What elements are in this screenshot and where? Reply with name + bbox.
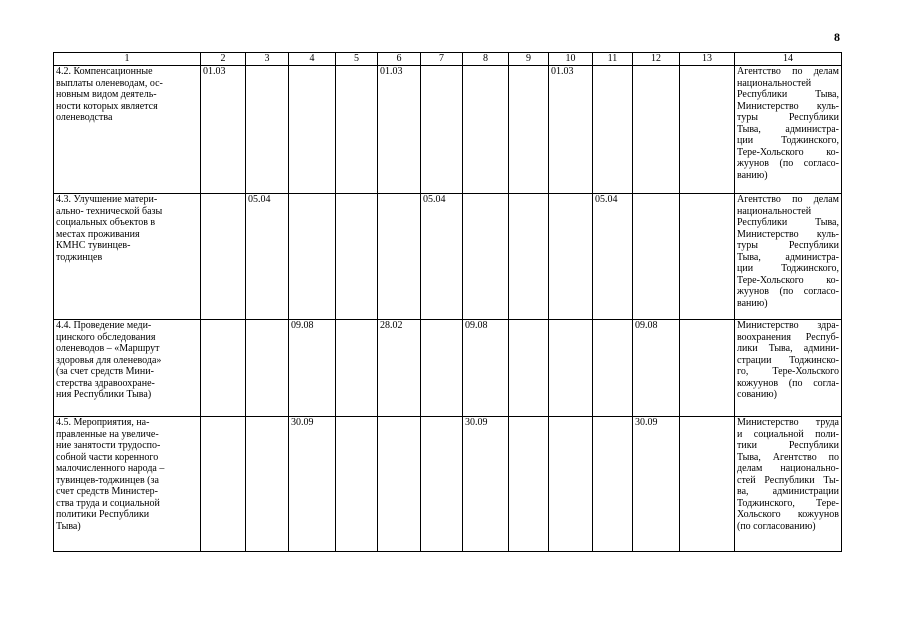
event-cell xyxy=(54,320,201,417)
column-header-4: 4 xyxy=(289,53,336,66)
responsible-cell xyxy=(735,194,842,320)
responsible-line: туры Республики xyxy=(737,240,839,251)
date-cell-col-6 xyxy=(378,194,421,320)
date-cell-col-7 xyxy=(421,320,463,417)
date-cell-col-8 xyxy=(463,66,509,194)
event-line: стерства здравоохране- xyxy=(56,377,155,389)
date-cell-col-4: 30.09 xyxy=(289,417,336,552)
date-cell-col-5 xyxy=(336,194,378,320)
date-cell-col-2: 01.03 xyxy=(201,66,246,194)
page-number: 8 xyxy=(834,30,840,44)
event-line: социальных объектов в xyxy=(56,217,156,228)
responsible-line: страции Тоджинско- xyxy=(737,354,839,366)
event-line: 4.4. Проведение меди- xyxy=(56,320,152,331)
event-line: ние занятости трудоспо- xyxy=(56,440,161,451)
responsible-cell xyxy=(735,417,842,552)
date-cell-col-9 xyxy=(509,194,549,320)
responsible-line: Тере-Хольского ко- xyxy=(737,274,839,286)
event-line: ния Республики Тыва) xyxy=(56,389,152,400)
event-line: здоровья для оленевода» xyxy=(56,354,162,366)
event-line: тувинцев-тоджинцев (за xyxy=(56,474,159,486)
date-cell-col-6: 01.03 xyxy=(378,66,421,194)
column-header-8: 8 xyxy=(463,53,509,66)
date-cell-col-6 xyxy=(378,417,421,552)
date-cell-col-5 xyxy=(336,417,378,552)
column-header-1: 1 xyxy=(54,53,201,66)
event-line: правленные на увеличе- xyxy=(56,428,159,440)
date-cell-col-10: 01.03 xyxy=(549,66,593,194)
date-cell-col-12 xyxy=(633,194,680,320)
date-cell-col-12: 30.09 xyxy=(633,417,680,552)
responsible-line: ва, администрации xyxy=(737,486,839,497)
table-row xyxy=(54,194,842,320)
date-cell-col-12 xyxy=(633,66,680,194)
plan-table xyxy=(53,52,842,552)
column-header-13: 13 xyxy=(680,53,735,66)
table-header-row xyxy=(54,53,842,66)
date-cell-col-7: 05.04 xyxy=(421,194,463,320)
event-line: малочисленного народа – xyxy=(56,463,165,474)
event-cell xyxy=(54,66,201,194)
date-cell-col-11: 05.04 xyxy=(593,194,633,320)
event-cell xyxy=(54,417,201,552)
responsible-line: Тыва, Агентство по xyxy=(737,451,839,463)
event-line: (за счет средств Мини- xyxy=(56,366,154,377)
date-cell-col-10 xyxy=(549,320,593,417)
responsible-line: воохранения Респуб- xyxy=(737,331,839,343)
date-cell-col-4 xyxy=(289,194,336,320)
date-cell-col-8: 09.08 xyxy=(463,320,509,417)
responsible-line: и социальной поли- xyxy=(737,428,839,440)
column-header-5: 5 xyxy=(336,53,378,66)
responsible-line: Министерство здра- xyxy=(737,320,839,331)
column-header-6: 6 xyxy=(378,53,421,66)
responsible-line: делам национально- xyxy=(737,463,839,474)
date-cell-col-2 xyxy=(201,417,246,552)
date-cell-col-6: 28.02 xyxy=(378,320,421,417)
event-line: ально- технической базы xyxy=(56,205,163,217)
responsible-line: туры Республики xyxy=(737,112,839,123)
responsible-line: Министерство труда xyxy=(737,417,839,428)
date-cell-col-13 xyxy=(680,320,735,417)
responsible-line: ции Тоджинского, xyxy=(737,135,839,146)
column-header-11: 11 xyxy=(593,53,633,66)
responsible-line: Тыва, администра- xyxy=(737,123,839,135)
column-header-12: 12 xyxy=(633,53,680,66)
date-cell-col-3: 05.04 xyxy=(246,194,289,320)
date-cell-col-4: 09.08 xyxy=(289,320,336,417)
date-cell-col-10 xyxy=(549,417,593,552)
date-cell-col-13 xyxy=(680,66,735,194)
date-cell-col-3 xyxy=(246,320,289,417)
responsible-line: стей Республики Ты- xyxy=(737,474,839,486)
column-header-10: 10 xyxy=(549,53,593,66)
event-line: собной части коренного xyxy=(56,451,159,463)
event-line: политики Республики xyxy=(56,509,150,520)
responsible-line: Министерство куль- xyxy=(737,228,839,240)
date-cell-col-3 xyxy=(246,417,289,552)
responsible-line: Хольского кожуунов xyxy=(737,509,839,520)
responsible-line: национальностей xyxy=(737,77,812,89)
date-cell-col-10 xyxy=(549,194,593,320)
date-cell-col-13 xyxy=(680,194,735,320)
event-line: цинского обследования xyxy=(56,331,156,343)
table-row xyxy=(54,417,842,552)
responsible-line: национальностей xyxy=(737,205,812,217)
responsible-line: кожуунов (по согла- xyxy=(737,377,839,389)
responsible-cell xyxy=(735,320,842,417)
event-line: 4.2. Компенсационные xyxy=(56,66,153,77)
date-cell-col-11 xyxy=(593,66,633,194)
responsible-line: Тыва, администра- xyxy=(737,251,839,263)
responsible-line: го, Тере-Хольского xyxy=(737,366,839,377)
date-cell-col-3 xyxy=(246,66,289,194)
date-cell-col-11 xyxy=(593,320,633,417)
responsible-line: жуунов (по согласо- xyxy=(737,286,839,297)
event-line: ности которых является xyxy=(56,100,158,112)
responsible-line: ванию) xyxy=(737,297,768,309)
responsible-line: ванию) xyxy=(737,169,768,181)
date-cell-col-5 xyxy=(336,320,378,417)
column-header-9: 9 xyxy=(509,53,549,66)
event-line: 4.3. Улучшение матери- xyxy=(56,194,158,205)
date-cell-col-2 xyxy=(201,194,246,320)
date-cell-col-2 xyxy=(201,320,246,417)
responsible-cell xyxy=(735,66,842,194)
column-header-7: 7 xyxy=(421,53,463,66)
date-cell-col-9 xyxy=(509,66,549,194)
column-header-2: 2 xyxy=(201,53,246,66)
responsible-line: сованию) xyxy=(737,389,777,400)
date-cell-col-8 xyxy=(463,194,509,320)
event-line: ства труда и социальной xyxy=(56,497,160,509)
date-cell-col-8: 30.09 xyxy=(463,417,509,552)
event-line: оленеводства xyxy=(56,112,113,123)
date-cell-col-4 xyxy=(289,66,336,194)
responsible-line: жуунов (по согласо- xyxy=(737,158,839,169)
event-line: Тыва) xyxy=(56,520,81,532)
column-header-14: 14 xyxy=(735,53,842,66)
responsible-line: тики Республики xyxy=(737,440,839,451)
date-cell-col-11 xyxy=(593,417,633,552)
date-cell-col-7 xyxy=(421,66,463,194)
date-cell-col-5 xyxy=(336,66,378,194)
responsible-line: Тоджинского, Тере- xyxy=(737,497,839,509)
event-line: оленеводов – «Маршрут xyxy=(56,343,160,354)
responsible-line: лики Тыва, админи- xyxy=(737,343,839,354)
responsible-line: Агентство по делам xyxy=(737,66,839,77)
date-cell-col-9 xyxy=(509,417,549,552)
table-row xyxy=(54,320,842,417)
date-cell-col-7 xyxy=(421,417,463,552)
event-line: новным видом деятель- xyxy=(56,89,157,100)
responsible-line: Тере-Хольского ко- xyxy=(737,146,839,158)
responsible-line: Агентство по делам xyxy=(737,194,839,205)
date-cell-col-12: 09.08 xyxy=(633,320,680,417)
date-cell-col-13 xyxy=(680,417,735,552)
event-line: счет средств Министер- xyxy=(56,486,158,497)
responsible-line: (по согласованию) xyxy=(737,520,816,532)
table-body xyxy=(54,66,842,552)
event-line: выплаты оленеводам, ос- xyxy=(56,77,163,89)
event-line: КМНС тувинцев- xyxy=(56,240,131,251)
responsible-line: Республики Тыва, xyxy=(737,217,839,228)
responsible-line: ции Тоджинского, xyxy=(737,263,839,274)
table-row xyxy=(54,66,842,194)
event-line: 4.5. Мероприятия, на- xyxy=(56,417,150,428)
date-cell-col-9 xyxy=(509,320,549,417)
event-line: местах проживания xyxy=(56,228,140,240)
event-line: тоджинцев xyxy=(56,251,103,263)
column-header-3: 3 xyxy=(246,53,289,66)
responsible-line: Республики Тыва, xyxy=(737,89,839,100)
event-cell xyxy=(54,194,201,320)
responsible-line: Министерство куль- xyxy=(737,100,839,112)
